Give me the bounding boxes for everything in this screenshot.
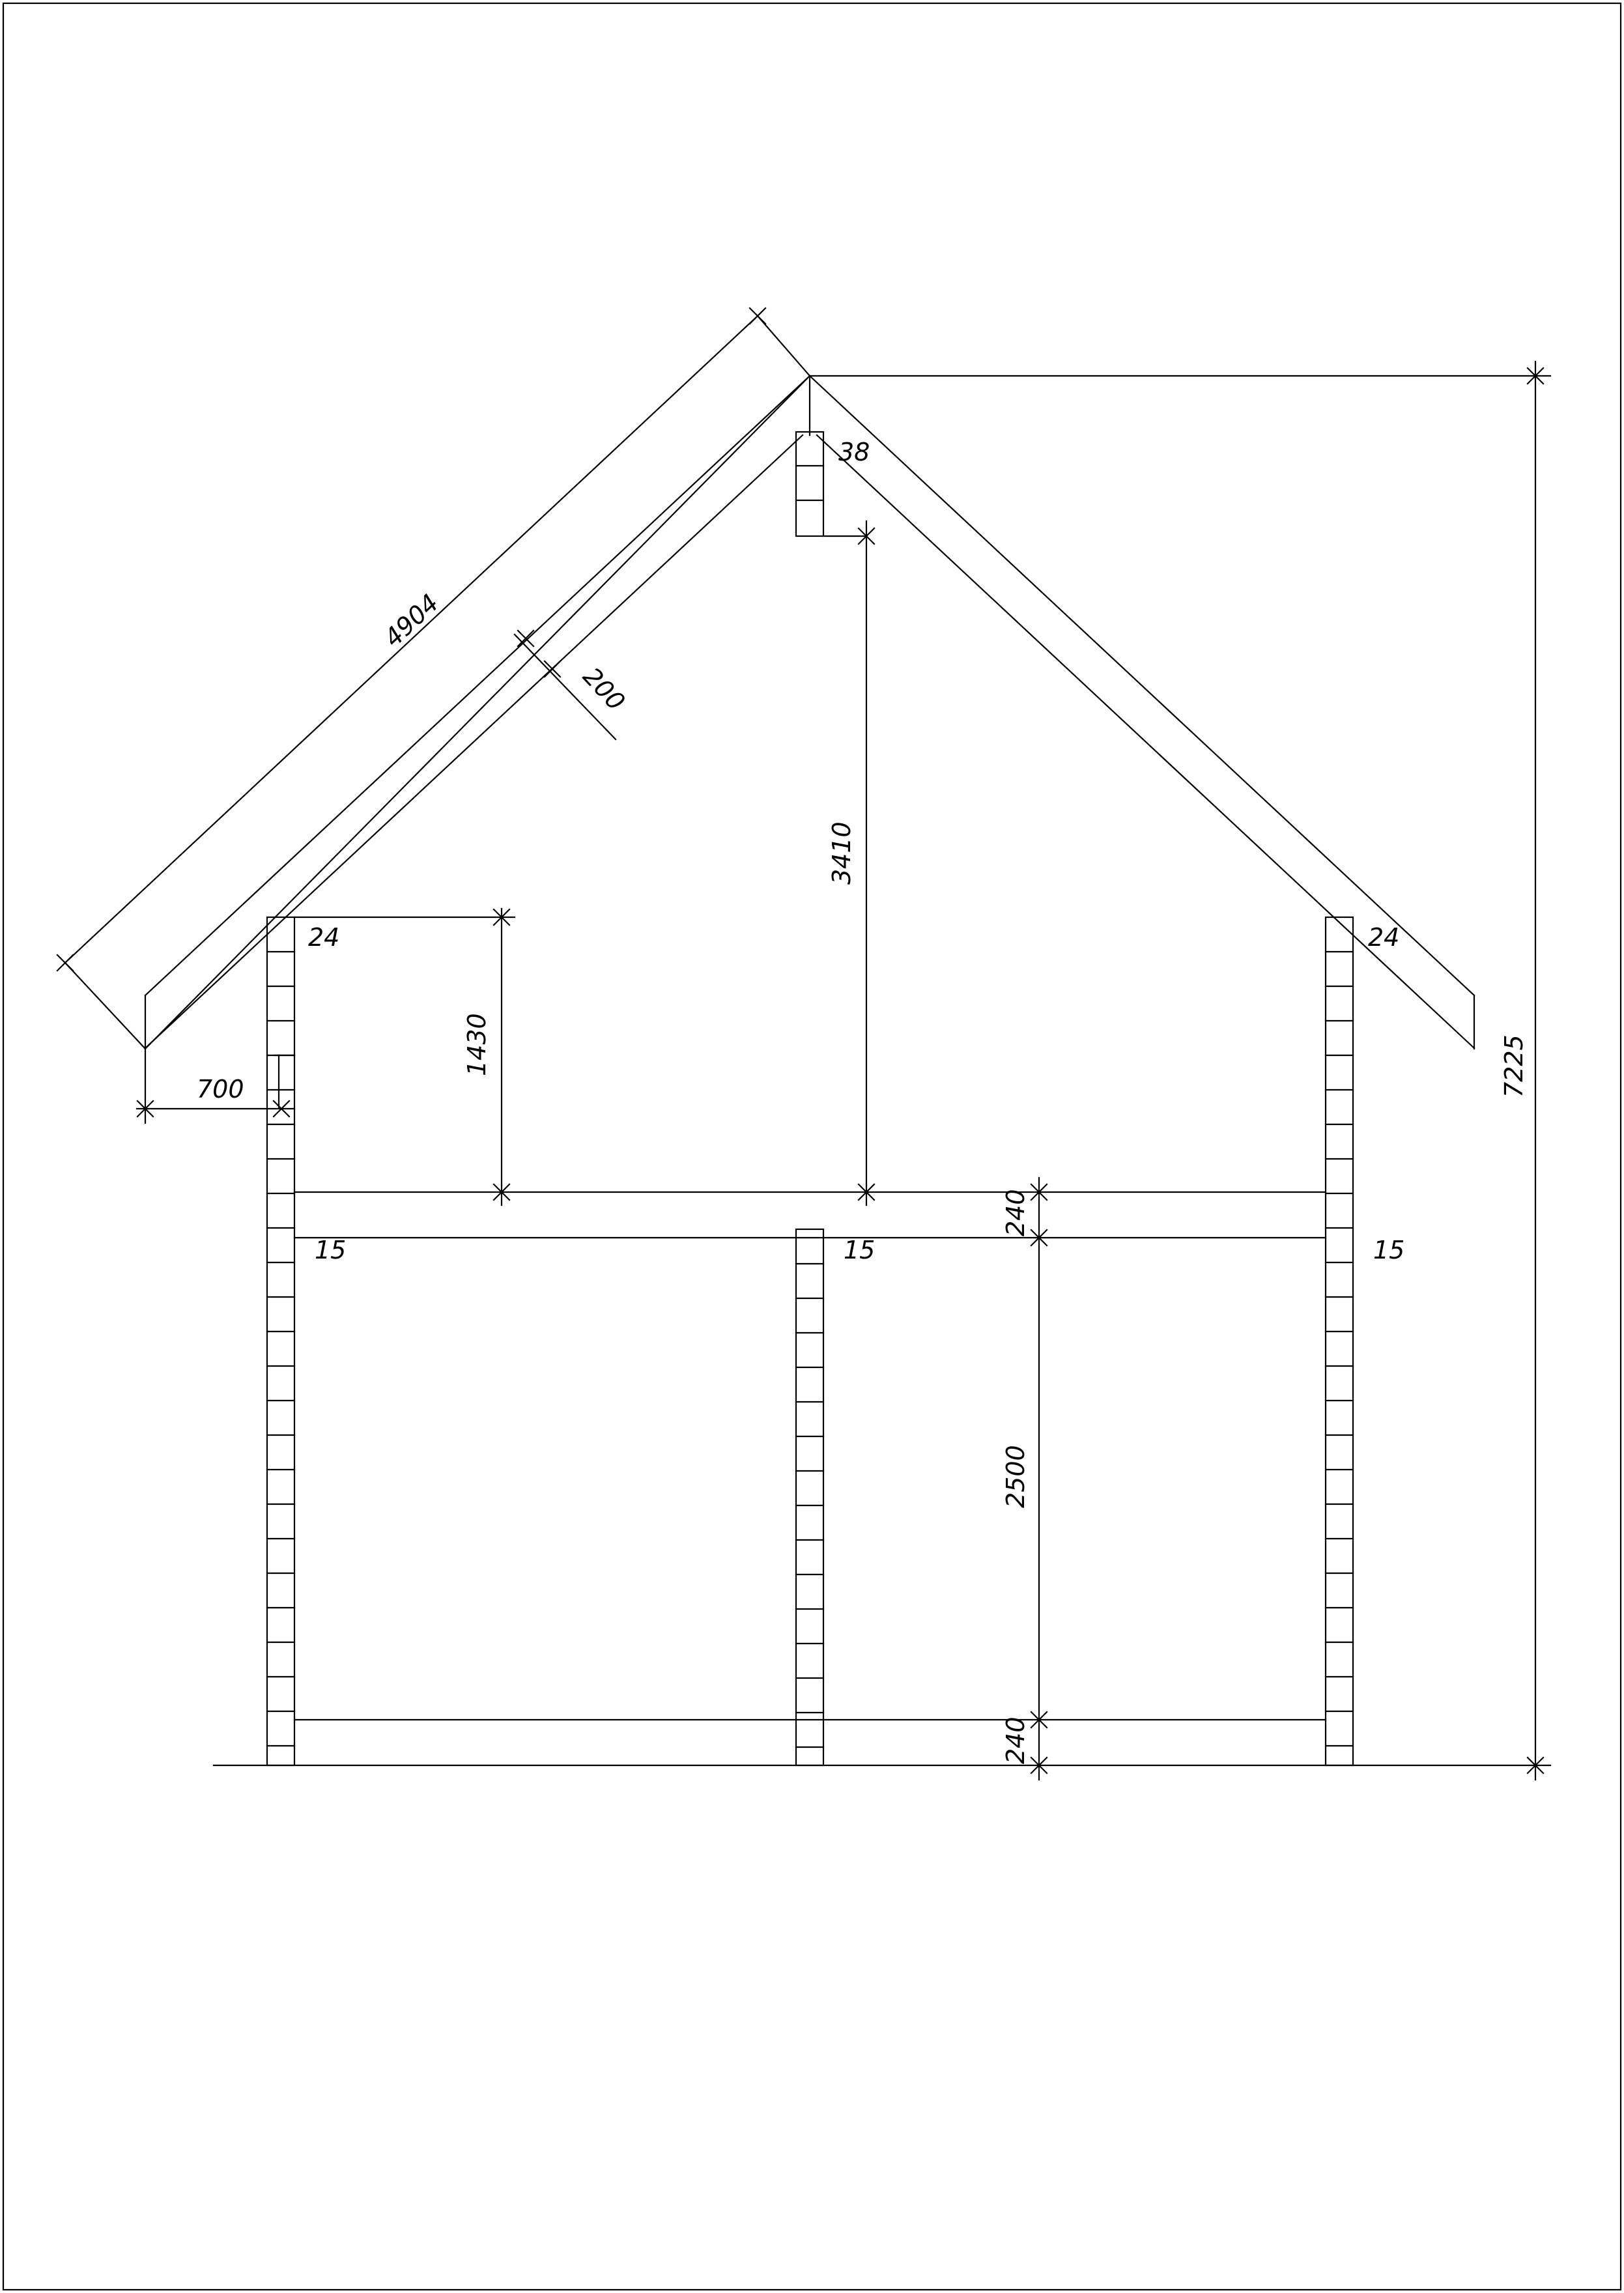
label-ridge-height: 3410 — [827, 821, 856, 885]
roof — [145, 376, 1474, 1049]
dim-rafter-ext — [65, 963, 145, 1049]
label-floor-height: 2500 — [1001, 1445, 1030, 1508]
roof-outer-left — [145, 376, 810, 1049]
roof-inner-right — [817, 435, 1474, 1048]
label-roof-thickness: 200 — [577, 662, 631, 717]
label-eave-overhang: 700 — [197, 1075, 244, 1104]
label-total-height: 7225 — [1500, 1034, 1528, 1098]
wall-right — [1326, 917, 1353, 1765]
dimension-lines — [57, 308, 1550, 1780]
wall-middle — [796, 1229, 823, 1765]
label-rafter-length: 4904 — [378, 588, 444, 653]
roof-outer-left-top — [145, 376, 810, 995]
dimension-labels — [197, 438, 1528, 1764]
dim-roof-thickness-tick — [518, 631, 534, 646]
label-wall-right: 15 — [1373, 1236, 1405, 1264]
ridge-beam-outline — [796, 432, 823, 536]
label-wall-middle: 15 — [844, 1236, 876, 1264]
ceiling-slab — [294, 1192, 1326, 1238]
wall-left — [267, 917, 294, 1765]
dim-rafter-ext — [758, 316, 810, 376]
label-ceiling-thickness: 240 — [1001, 1189, 1030, 1236]
floor-slab — [214, 1720, 1550, 1765]
label-wall-left: 15 — [315, 1236, 347, 1264]
label-attic-wall-height: 1430 — [463, 1013, 491, 1076]
roof-outer-right — [810, 376, 1474, 995]
label-floor-thickness: 240 — [1001, 1716, 1030, 1764]
label-ridge-beam: 38 — [838, 438, 870, 466]
wall-right-outline — [1326, 917, 1353, 1765]
dim-rafter-tick — [750, 308, 765, 324]
sheet-border — [3, 3, 1621, 2290]
label-attic-wall-left: 24 — [308, 923, 340, 952]
wall-left-outline — [267, 917, 294, 1765]
window-mark — [275, 1055, 294, 1107]
wall-middle-outline — [796, 1229, 823, 1765]
dim-rafter-tick — [57, 955, 73, 971]
roof-inner-left — [145, 435, 803, 1048]
label-attic-wall-right: 24 — [1368, 923, 1400, 952]
